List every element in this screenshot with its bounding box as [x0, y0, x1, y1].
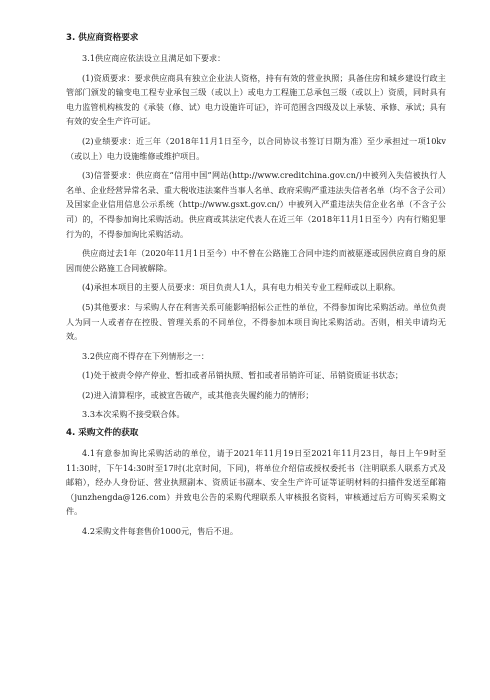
clause-4-1: 4.1有意参加询比采购活动的单位，请于2021年11月19日至2021年11月23日，每日上午9时至11:30时，下午14:30时至17时(北京时间，下同)，将单位介绍信或授权委托书（注明联系人联系方式及邮箱），经办人身份证、营业执照副本、资质证书副本、安全生产许可证等证明材料的扫描件发送至邮箱（junzhengda@126.com）并致电公告的采购代理联系人审核报名资料，审核通过后方可购买采购文件。: [66, 448, 446, 517]
section-3-heading: 3. 供应商资格要求: [66, 33, 139, 43]
clause-3-1-credit: (3)信誉要求：供应商在“信用中国”网站(http://www.creditchina.gov.cn/)中被列入失信被执行人名单、企业经营异常名录、重大税收违法案件当事人名单、政府采购严重违法失信者名单（均不含子公司）及国家企业信用信息公示系统（http://www.gsxt.gov.cn/）中被列入严重违法失信企业名单（不含子公司）的，不得参加询比采购活动。供应商或其法定代表人在近三年（2018年11月1日至今）内有行贿犯罪行为的，不得参加询比采购活动。: [66, 170, 446, 239]
clause-3-1-qualification: (1)资质要求：要求供应商具有独立企业法人资格，持有有效的营业执照；具备住房和城乡建设行政主管部门颁发的输变电工程专业承包三级（或以上）或电力工程施工总承包三级（或以上）资质，同时具有电力监管机构核发的《承装（修、试）电力设施许可证》，许可范围含四级及以上承装、承修、承试；具有有效的安全生产许可证。: [66, 72, 446, 127]
clause-3-2: 3.2供应商不得存在下列情形之一：: [82, 350, 210, 361]
clause-3-1-other: (5)其他要求：与采购人存在利害关系可能影响招标公正性的单位，不得参加询比采购活动。单位负责人为同一人或者存在控股、管理关系的不同单位，不得参加本项目询比采购活动。否则，相关申请均无效。: [66, 301, 446, 342]
clause-3-3: 3.3本次采购不接受联合体。: [82, 409, 185, 420]
clause-3-1: 3.1供应商应依法设立且满足如下要求：: [82, 53, 226, 63]
clause-3-2-suspended: (1)处于被责令停产停业、暂扣或者吊销执照、暂扣或者吊销许可证、吊销资质证书状态；: [82, 370, 404, 381]
clause-3-1-personnel: (4)承担本项目的主要人员要求：项目负责人1人，具有电力相关专业工程师或以上职称。: [82, 282, 401, 293]
clause-4-2: 4.2采购文件每套售价1000元，售后不退。: [82, 526, 238, 537]
clause-3-1-credit-contract: 供应商过去1年（2020年11月1日至今）中不曾在公路施工合同中违约而被驱逐或因供应商自身的原因而使公路施工合同被解除。: [66, 248, 446, 273]
clause-3-1-performance: (2)业绩要求：近三年（2018年11月1日至今，以合同协议书签订日期为准）至少承担过一项10kv（或以上）电力设施维修或维护项目。: [66, 135, 446, 161]
section-4-heading: 4. 采购文件的获取: [66, 428, 139, 439]
clause-3-2-bankrupt: (2)进入清算程序，或被宣告破产，或其他丧失履约能力的情形；: [82, 389, 314, 400]
